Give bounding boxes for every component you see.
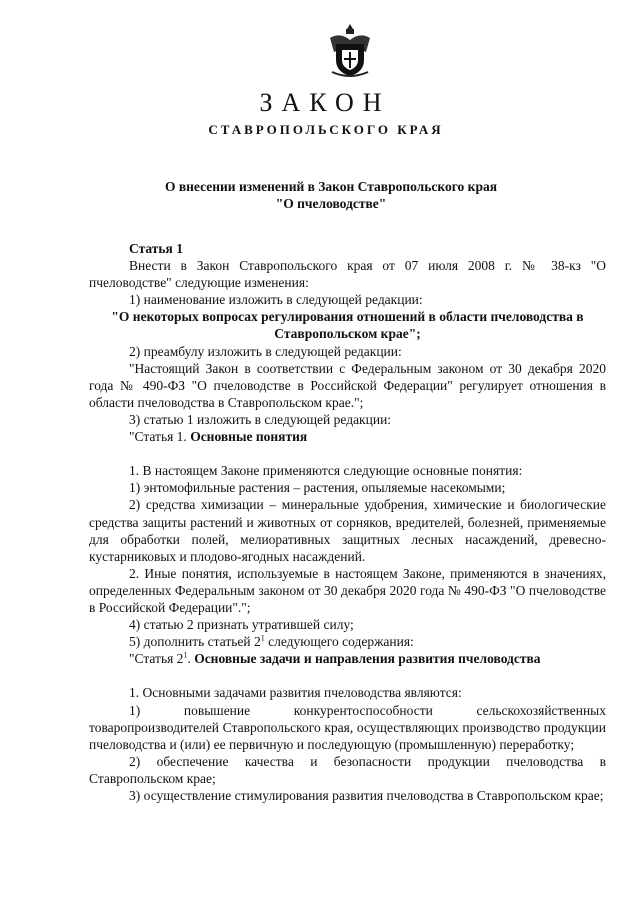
law-subject-line-2: "О пчеловодстве" <box>275 196 387 211</box>
law-subject-line-1: О внесении изменений в Закон Ставропольского края <box>164 179 497 194</box>
paragraph: 1) повышение конкурентоспособности сельскохозяйственных товаропроизводителей Ставропольского края, осуществляющих производство продукции пчеловодства и (или) ее первичную и последующую (промышленную) переработку; <box>89 702 606 752</box>
paragraph: 2. Иные понятия, используемые в настоящем Законе, применяются в значениях, определенных Федеральным законом от 30 декабря 2020 года № 490-ФЗ "О пчеловодстве в Российской Федерации"."; <box>89 565 606 615</box>
law-body <box>89 240 606 804</box>
paragraph: 1) энтомофильные растения – растения, опыляемые насекомыми; <box>129 480 506 496</box>
paragraph: 2) обеспечение качества и безопасности продукции пчеловодства в Ставропольском крае; <box>89 753 606 786</box>
new-title-quote: "О некоторых вопросах регулирования отношений в области пчеловодства в Ставропольском крае"; <box>111 309 584 342</box>
paragraph: 1. В настоящем Законе применяются следующие основные понятия: <box>129 463 523 479</box>
article-heading: Статья 1 <box>129 241 183 256</box>
paragraph: 5) дополнить статьей $2^1$ следующего содержания: <box>129 633 414 650</box>
article-2-1-heading: "Статья $2^1$. Основные задачи и направления развития пчеловодства <box>129 650 541 667</box>
law-subject <box>0 178 640 212</box>
region-title: СТАВРОПОЛЬСКОГО КРАЯ <box>208 122 444 137</box>
paragraph: 3) статью 1 изложить в следующей редакции: <box>129 411 392 427</box>
paragraph: 2) средства химизации – минеральные удобрения, химические и биологические средства защиты растений и животных от сорняков, вредителей, болезней, применяемые для обработки полей, мелиоративных защитных лесных насаждений, древесно-кустарниковых и плодово-ягодных насаждений. <box>89 497 606 564</box>
article-1-heading: "Статья 1. Основные понятия <box>129 429 308 445</box>
paragraph: 1. Основными задачами развития пчеловодства являются: <box>129 685 462 701</box>
paragraph: 4) статью 2 признать утратившей силу; <box>129 617 354 633</box>
paragraph: 3) осуществление стимулирования развития пчеловодства в Ставропольском крае; <box>129 788 604 803</box>
paragraph: 2) преамбулу изложить в следующей редакции: <box>129 343 402 359</box>
law-title: ЗАКОН <box>259 88 391 117</box>
paragraph: Внести в Закон Ставропольского края от 07 июля 2008 г. № 38-кз "О пчеловодстве" следующие изменения: <box>89 258 606 291</box>
paragraph: "Настоящий Закон в соответствии с Федеральным законом от 30 декабря 2020 года № 490-ФЗ "О пчеловодстве в Российской Федерации" регулирует отношения в области пчеловодства в Ставропольском крае."; <box>89 360 606 410</box>
coat-of-arms-icon <box>326 22 374 78</box>
paragraph: 1) наименование изложить в следующей редакции: <box>129 292 423 308</box>
